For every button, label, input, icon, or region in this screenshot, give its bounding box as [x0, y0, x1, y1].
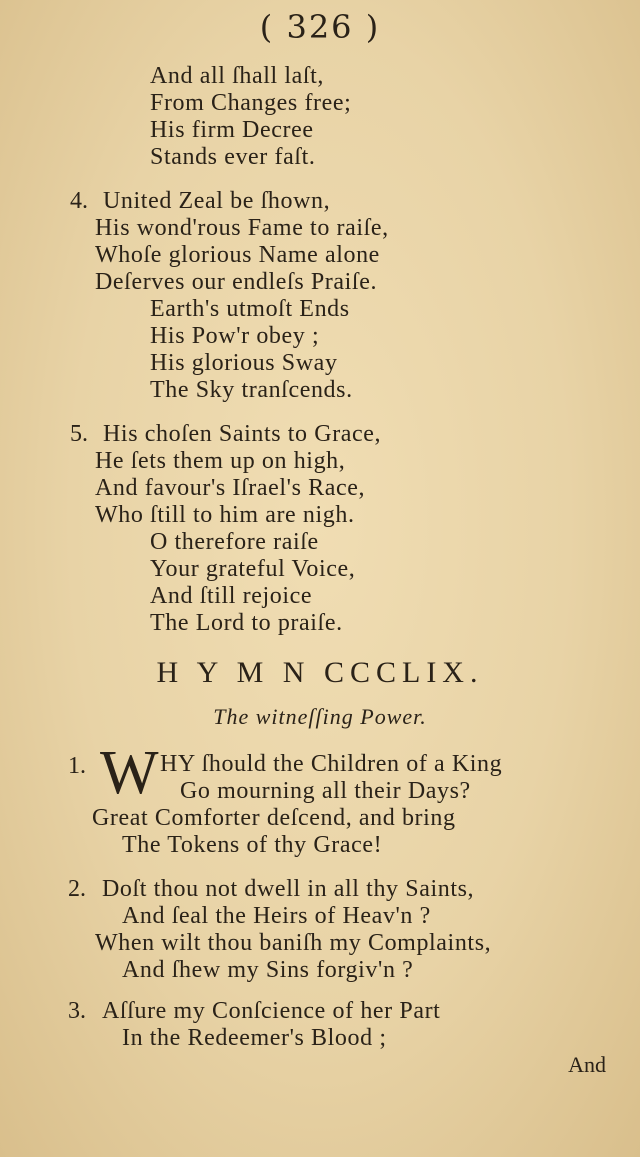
verse-line: And ſhew my Sins forgiv'n ?	[122, 957, 414, 983]
verse-line: HY ſhould the Children of a King	[160, 751, 503, 777]
verse-line: And favour's Iſrael's Race,	[95, 475, 366, 501]
verse-line: From Changes free;	[150, 90, 352, 116]
catchword: And	[568, 1052, 606, 1077]
verse-line: In the Redeemer's Blood ;	[122, 1025, 387, 1051]
verse-line: The Tokens of thy Grace!	[122, 832, 383, 858]
page-number: ( 326 )	[259, 8, 381, 46]
verse-number: 4.	[70, 188, 88, 214]
verse-number: 5.	[70, 421, 88, 447]
verse-line: United Zeal be ſhown,	[103, 188, 331, 214]
verse-line: Earth's utmoſt Ends	[150, 296, 350, 322]
verse-number: 1.	[68, 753, 86, 779]
verse-line: Who ſtill to him are nigh.	[95, 502, 355, 528]
verse-line: The Lord to praiſe.	[150, 610, 343, 636]
verse-line: When wilt thou baniſh my Complaints,	[95, 930, 492, 956]
drop-cap: W	[100, 739, 159, 807]
hymn-title: H Y M N CCCLIX.	[156, 656, 484, 689]
verse-line: Whoſe glorious Name alone	[95, 242, 380, 268]
verse-line: And all ſhall laſt,	[150, 63, 325, 89]
verse-line: He ſets them up on high,	[95, 448, 346, 474]
verse-number: 3.	[68, 998, 86, 1024]
verse-number: 2.	[68, 876, 86, 902]
verse-line: His choſen Saints to Grace,	[103, 421, 382, 447]
verse-line: Your grateful Voice,	[150, 556, 356, 582]
verse-line: His firm Decree	[150, 117, 314, 143]
verse-line: And ſtill rejoice	[150, 583, 313, 609]
verse-line: O therefore raiſe	[150, 529, 319, 555]
verse-line: His wond'rous Fame to raiſe,	[95, 215, 389, 241]
verse-line: His Pow'r obey ;	[150, 323, 320, 349]
verse-line: Great Comforter deſcend, and bring	[92, 805, 456, 831]
verse-line: Aſſure my Conſcience of her Part	[102, 998, 441, 1024]
verse-line: Go mourning all their Days?	[180, 778, 471, 804]
hymn-subtitle: The witneſſing Power.	[213, 704, 427, 729]
verse-line: His glorious Sway	[150, 350, 338, 376]
verse-line: And ſeal the Heirs of Heav'n ?	[122, 903, 431, 929]
verse-line: Stands ever faſt.	[150, 144, 316, 170]
verse-line: Deſerves our endleſs Praiſe.	[95, 269, 378, 295]
verse-line: Doſt thou not dwell in all thy Saints,	[102, 876, 475, 902]
verse-line: The Sky tranſcends.	[150, 377, 353, 403]
